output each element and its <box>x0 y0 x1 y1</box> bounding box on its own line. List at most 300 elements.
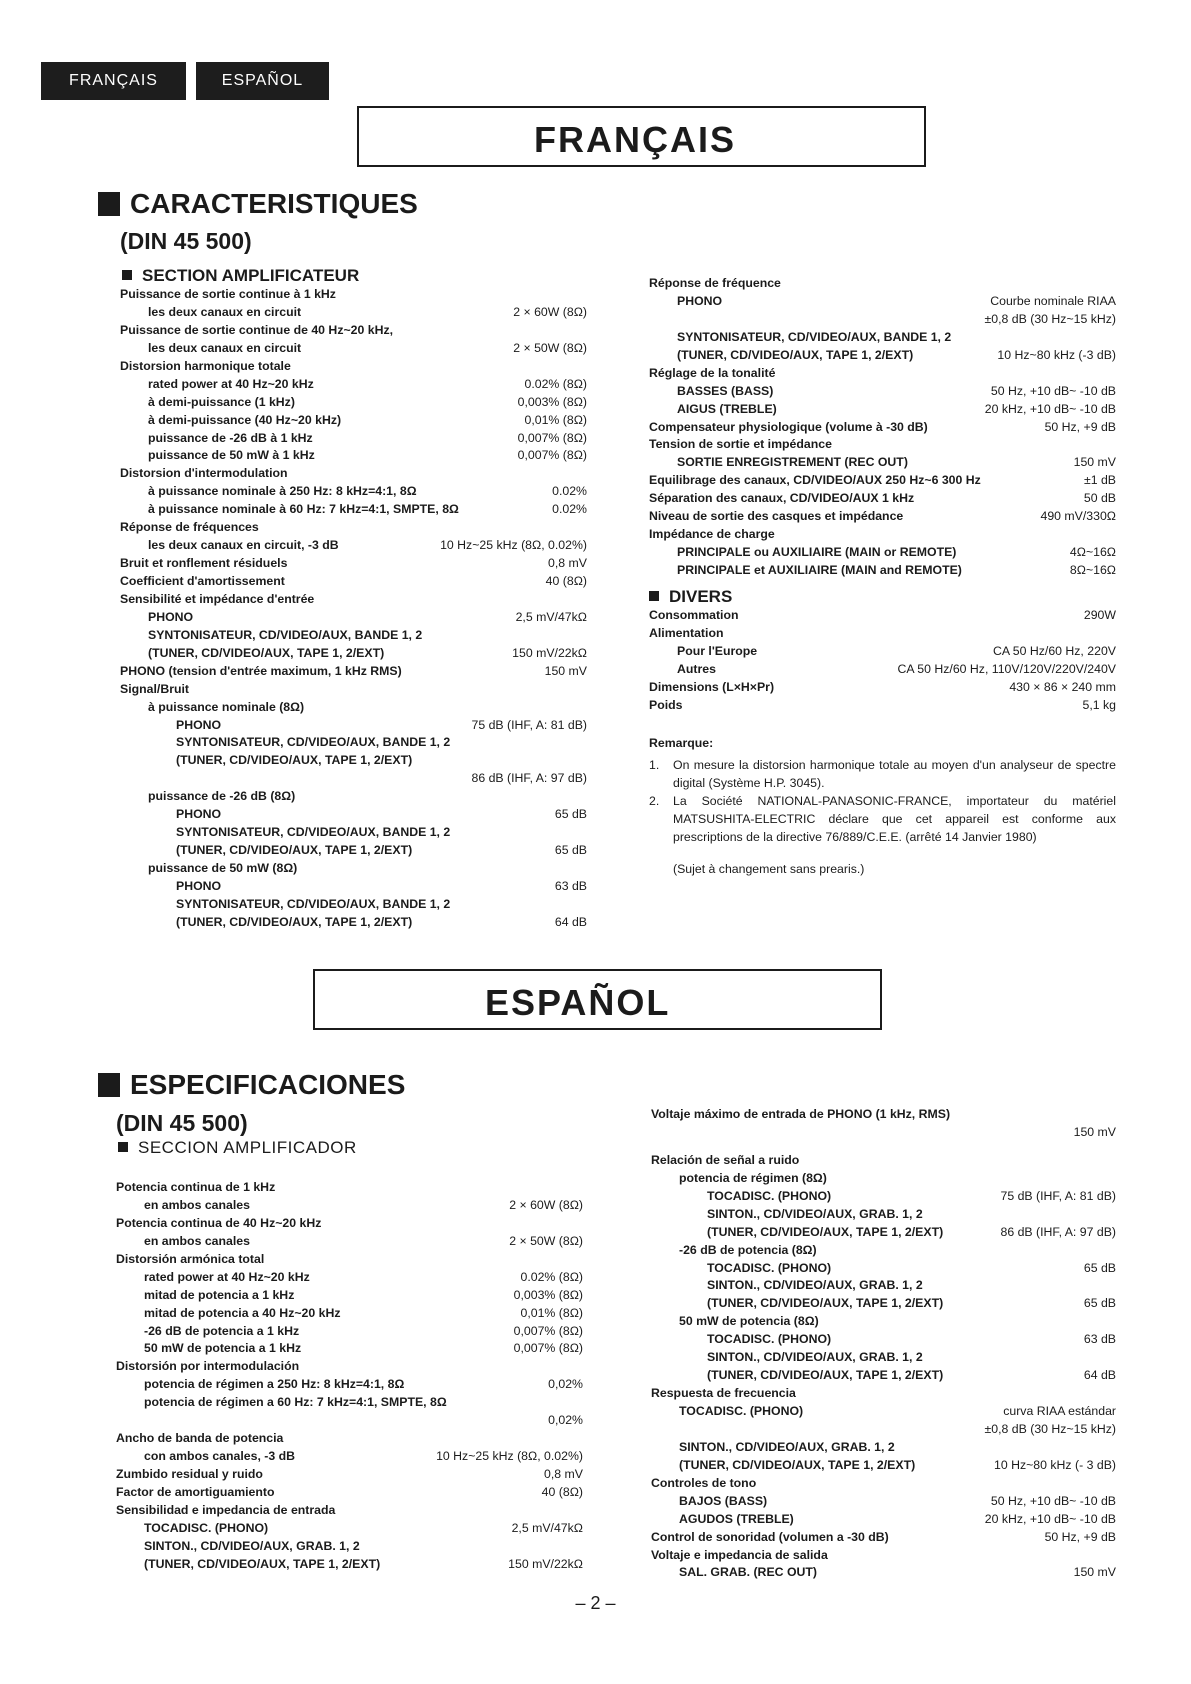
spec-label: Poids <box>649 697 683 712</box>
spec-label: (TUNER, CD/VIDEO/AUX, TAPE 1, 2/EXT) <box>677 347 914 362</box>
spec-row <box>116 1430 583 1448</box>
divers-heading <box>649 587 732 607</box>
spec-value: 50 Hz, +9 dB <box>1044 1529 1116 1544</box>
spec-row <box>651 1170 1116 1188</box>
spec-row <box>649 454 1116 472</box>
spec-label: Autres <box>677 661 716 676</box>
spec-row <box>120 645 587 663</box>
francais-title-box <box>357 106 926 167</box>
spec-row <box>120 358 587 376</box>
spec-label: Controles de tono <box>651 1475 757 1490</box>
spec-value: 2 × 50W (8Ω) <box>509 1233 583 1248</box>
spec-value: 50 Hz, +10 dB~ -10 dB <box>990 1493 1116 1508</box>
spec-row <box>120 717 587 735</box>
spec-row <box>116 1394 583 1412</box>
spec-value: 63 dB <box>554 878 587 893</box>
spec-row <box>120 286 587 304</box>
spec-label: Impédance de charge <box>649 527 775 542</box>
spec-value: 150 mV <box>544 663 587 678</box>
spec-label: les deux canaux en circuit <box>148 340 302 355</box>
spec-row <box>649 293 1116 311</box>
es-amp-heading <box>118 1138 357 1158</box>
spec-row <box>651 1564 1116 1582</box>
spec-row <box>651 1421 1116 1439</box>
spec-row <box>116 1376 583 1394</box>
spec-label: Distorsion harmonique totale <box>120 358 291 373</box>
spec-row <box>649 697 1116 715</box>
spec-row <box>120 752 587 770</box>
spec-value: 10 Hz~80 kHz (-3 dB) <box>997 347 1116 362</box>
spec-row <box>649 383 1116 401</box>
spec-row <box>651 1295 1116 1313</box>
espanol-title-box <box>313 969 882 1030</box>
spec-row <box>120 842 587 860</box>
spec-label: Consommation <box>649 608 739 622</box>
spec-label: SYNTONISATEUR, CD/VIDEO/AUX, BANDE 1, 2 <box>677 329 952 344</box>
spec-value: 64 dB <box>554 914 587 929</box>
spec-row <box>120 412 587 430</box>
spec-value: 64 dB <box>1083 1368 1116 1383</box>
spec-label: TOCADISC. (PHONO) <box>707 1332 832 1347</box>
spec-label: (TUNER, CD/VIDEO/AUX, TAPE 1, 2/EXT) <box>176 843 413 858</box>
spec-value: 86 dB (IHF, A: 97 dB) <box>1000 1224 1116 1239</box>
spec-row <box>116 1466 583 1484</box>
spec-label: Sensibilidad e impedancia de entrada <box>116 1502 336 1517</box>
es-din-heading: (DIN 45 500) <box>116 1110 248 1136</box>
spec-value: 150 mV <box>1073 1565 1116 1580</box>
spec-row <box>651 1511 1116 1529</box>
square-bullet-icon <box>118 1142 128 1152</box>
spec-row <box>116 1305 583 1323</box>
caracteristiques-heading <box>98 188 418 220</box>
spec-label: Relación de señal a ruido <box>651 1152 800 1167</box>
spec-value: 2 × 60W (8Ω) <box>509 1197 583 1212</box>
spec-value: 0.02% (8Ω) <box>524 376 587 391</box>
spec-label: Bruit et ronflement résiduels <box>120 556 288 571</box>
spec-row <box>649 679 1116 697</box>
spec-label: Potencia continua de 1 kHz <box>116 1180 276 1194</box>
spec-row <box>116 1520 583 1538</box>
page-number: – 2 – <box>575 1593 616 1613</box>
remark-2 <box>649 792 1116 846</box>
spec-label: mitad de potencia a 40 Hz~20 kHz <box>144 1305 341 1320</box>
spec-label: potencia de régimen a 250 Hz: 8 kHz=4:1, 8Ω <box>144 1377 405 1392</box>
spec-label: SAL. GRAB. (REC OUT) <box>679 1565 817 1580</box>
spec-value: 290W <box>1083 608 1116 622</box>
spec-row <box>120 537 587 555</box>
spec-row <box>116 1340 583 1358</box>
spec-row <box>649 544 1116 562</box>
spec-row <box>120 322 587 340</box>
spec-value: 0,007% (8Ω) <box>517 448 587 463</box>
spec-value: 2,5 mV/47kΩ <box>515 609 587 624</box>
spec-label: -26 dB de potencia (8Ω) <box>679 1242 817 1257</box>
spec-row <box>649 365 1116 383</box>
remark-1 <box>649 756 1116 792</box>
spec-label: SORTIE ENREGISTREMENT (REC OUT) <box>677 455 908 470</box>
spec-row <box>651 1547 1116 1565</box>
spec-label: TOCADISC. (PHONO) <box>707 1260 832 1275</box>
spec-row <box>649 643 1116 661</box>
spec-value: 0,8 mV <box>548 556 587 571</box>
spec-label: en ambos canales <box>144 1233 250 1248</box>
remark-1-text: On mesure la distorsion harmonique totale au moyen d'un analyseur de spectre digital (Système H.P. 3045). <box>673 758 1116 790</box>
spec-row <box>116 1251 583 1269</box>
spec-label: potencia de régimen (8Ω) <box>679 1170 827 1185</box>
spec-label: AIGUS (TREBLE) <box>677 401 777 416</box>
spec-row <box>651 1529 1116 1547</box>
spec-label: Niveau de sortie des casques et impédance <box>649 509 904 524</box>
spec-row <box>651 1439 1116 1457</box>
tab-francais[interactable]: FRANÇAIS <box>41 62 186 100</box>
spec-row <box>120 681 587 699</box>
spec-value: 65 dB <box>1083 1296 1116 1311</box>
spec-value: CA 50 Hz/60 Hz, 220V <box>992 643 1116 658</box>
spec-value: 0,007% (8Ω) <box>513 1323 583 1338</box>
spec-value: 0,01% (8Ω) <box>520 1305 583 1320</box>
spec-row <box>649 661 1116 679</box>
spec-label: Factor de amortiguamiento <box>116 1484 275 1499</box>
spec-label: TOCADISC. (PHONO) <box>144 1520 269 1535</box>
spec-row <box>120 555 587 573</box>
spec-row <box>651 1493 1116 1511</box>
spec-row <box>120 394 587 412</box>
spec-label: à demi-puissance (40 Hz~20 kHz) <box>148 412 342 427</box>
spec-value: 65 dB <box>1083 1260 1116 1275</box>
spec-label: PHONO <box>677 293 723 308</box>
spec-row <box>651 1224 1116 1242</box>
spec-row <box>651 1349 1116 1367</box>
spec-label: Potencia continua de 40 Hz~20 kHz <box>116 1215 322 1230</box>
spec-row <box>120 465 587 483</box>
spec-label: à puissance nominale à 60 Hz: 7 kHz=4:1, SMPTE, 8Ω <box>148 502 459 517</box>
spec-value: 75 dB (IHF, A: 81 dB) <box>1000 1188 1116 1203</box>
spec-row <box>651 1331 1116 1349</box>
spec-label: puissance de -26 dB (8Ω) <box>148 789 296 804</box>
spec-value: 75 dB (IHF, A: 81 dB) <box>471 717 587 732</box>
spec-label: con ambos canales, -3 dB <box>144 1449 296 1464</box>
spec-row <box>651 1242 1116 1260</box>
spec-label: SINTON., CD/VIDEO/AUX, GRAB. 1, 2 <box>707 1350 923 1365</box>
spec-row <box>651 1152 1116 1170</box>
fr-remarks <box>649 734 1116 878</box>
spec-value: 10 Hz~25 kHz (8Ω, 0.02%) <box>436 1449 583 1464</box>
spec-row <box>120 304 587 322</box>
spec-row <box>651 1277 1116 1295</box>
spec-value: 2,5 mV/47kΩ <box>511 1520 583 1535</box>
spec-label: Voltaje e impedancia de salida <box>651 1547 828 1562</box>
spec-row <box>120 483 587 501</box>
spec-label: Voltaje máximo de entrada de PHONO (1 kHz, RMS) <box>651 1107 951 1121</box>
spec-label: SYNTONISATEUR, CD/VIDEO/AUX, BANDE 1, 2 <box>176 735 451 750</box>
spec-label: Compensateur physiologique (volume à -30 dB) <box>649 419 928 434</box>
spec-value: 50 dB <box>1083 491 1116 506</box>
spec-row <box>651 1313 1116 1331</box>
spec-label: SYNTONISATEUR, CD/VIDEO/AUX, BANDE 1, 2 <box>176 896 451 911</box>
spec-row <box>651 1260 1116 1278</box>
spec-label: SINTON., CD/VIDEO/AUX, GRAB. 1, 2 <box>144 1538 360 1553</box>
spec-label: Tension de sortie et impédance <box>649 437 832 452</box>
remark-2-number: 2. <box>649 794 660 808</box>
spec-label: Distorsión armónica total <box>116 1251 265 1266</box>
spec-value: 0.02% <box>552 502 587 517</box>
especificaciones-heading <box>98 1069 405 1101</box>
es-spec-left <box>116 1179 583 1574</box>
spec-label: Equilibrage des canaux, CD/VIDEO/AUX 250 Hz~6 300 Hz <box>649 473 981 488</box>
spec-label: SINTON., CD/VIDEO/AUX, GRAB. 1, 2 <box>707 1278 923 1293</box>
spec-row <box>649 401 1116 419</box>
spec-label: Coefficient d'amortissement <box>120 574 285 588</box>
spec-row <box>651 1367 1116 1385</box>
spec-label: PRINCIPALE ou AUXILIAIRE (MAIN or REMOTE) <box>677 545 957 560</box>
spec-value: 20 kHz, +10 dB~ -10 dB <box>984 1511 1116 1526</box>
spec-row <box>120 770 587 788</box>
spec-label: PHONO <box>176 807 222 822</box>
square-bullet-icon <box>98 192 120 216</box>
spec-row <box>116 1502 583 1520</box>
spec-value: 0,02% <box>548 1413 583 1428</box>
spec-row <box>116 1448 583 1466</box>
spec-value: 20 kHz, +10 dB~ -10 dB <box>984 401 1116 416</box>
spec-row <box>651 1142 1116 1152</box>
spec-value: 0.02% (8Ω) <box>520 1269 583 1284</box>
spec-row <box>649 347 1116 365</box>
spec-row <box>120 376 587 394</box>
spec-value: 0,007% (8Ω) <box>513 1341 583 1356</box>
spec-label: Alimentation <box>649 625 724 640</box>
spec-row <box>116 1197 583 1215</box>
spec-value: 63 dB <box>1083 1332 1116 1347</box>
spec-label: puissance de -26 dB à 1 kHz <box>148 430 313 445</box>
spec-row <box>120 430 587 448</box>
spec-value: Courbe nominale RIAA <box>990 293 1116 308</box>
spec-row <box>651 1403 1116 1421</box>
tab-espanol[interactable]: ESPAÑOL <box>196 62 329 100</box>
spec-row <box>116 1538 583 1556</box>
spec-row <box>120 340 587 358</box>
spec-value: 0.02% <box>552 484 587 499</box>
spec-label: Réglage de la tonalité <box>649 365 776 380</box>
spec-value: 0,8 mV <box>544 1467 583 1481</box>
spec-value: 0,007% (8Ω) <box>517 430 587 445</box>
spec-label: 50 mW de potencia a 1 kHz <box>144 1341 302 1356</box>
spec-row <box>120 896 587 914</box>
especificaciones-heading-text: ESPECIFICACIONES <box>130 1069 406 1100</box>
spec-row <box>649 329 1116 347</box>
spec-row <box>651 1457 1116 1475</box>
spec-row <box>120 806 587 824</box>
spec-label: rated power at 40 Hz~20 kHz <box>144 1269 310 1284</box>
spec-value: ±1 dB <box>1083 473 1116 488</box>
spec-row <box>651 1206 1116 1224</box>
spec-value: 0,003% (8Ω) <box>513 1287 583 1302</box>
spec-label: à puissance nominale à 250 Hz: 8 kHz=4:1, 8Ω <box>148 484 417 499</box>
spec-row <box>120 609 587 627</box>
spec-label: Control de sonoridad (volumen a -30 dB) <box>651 1529 889 1544</box>
spec-label: (TUNER, CD/VIDEO/AUX, TAPE 1, 2/EXT) <box>176 753 413 768</box>
spec-row <box>120 627 587 645</box>
spec-label: SYNTONISATEUR, CD/VIDEO/AUX, BANDE 1, 2 <box>148 627 423 642</box>
spec-row <box>116 1484 583 1502</box>
spec-value: 150 mV/22kΩ <box>508 1556 583 1571</box>
square-bullet-icon <box>649 591 659 601</box>
spec-value: 490 mV/330Ω <box>1040 509 1116 524</box>
spec-row <box>120 501 587 519</box>
spec-label: Zumbido residual y ruido <box>116 1467 263 1481</box>
spec-label: rated power at 40 Hz~20 kHz <box>148 376 314 391</box>
spec-label: -26 dB de potencia a 1 kHz <box>144 1323 300 1338</box>
spec-row <box>116 1412 583 1430</box>
spec-label: puissance de 50 mW à 1 kHz <box>148 448 315 463</box>
fr-spec-right <box>649 275 1116 580</box>
spec-value: 65 dB <box>554 807 587 822</box>
spec-row <box>120 788 587 806</box>
spec-value: 50 Hz, +9 dB <box>1044 419 1116 434</box>
spec-value: 0,003% (8Ω) <box>517 394 587 409</box>
spec-row <box>116 1358 583 1376</box>
spec-label: Pour l'Europe <box>677 643 758 658</box>
spec-label: PRINCIPALE et AUXILIAIRE (MAIN and REMOTE) <box>677 563 962 577</box>
spec-value: 0,02% <box>548 1377 583 1392</box>
spec-row <box>116 1215 583 1233</box>
spec-value: 50 Hz, +10 dB~ -10 dB <box>990 383 1116 398</box>
spec-row <box>649 311 1116 329</box>
fr-din-heading: (DIN 45 500) <box>120 228 252 254</box>
spec-value: 5,1 kg <box>1082 697 1116 712</box>
spec-value: 8Ω~16Ω <box>1069 563 1116 577</box>
spec-value: CA 50 Hz/60 Hz, 110V/120V/220V/240V <box>897 661 1116 676</box>
spec-label: TOCADISC. (PHONO) <box>679 1404 804 1418</box>
spec-row <box>649 436 1116 454</box>
es-amp-heading-text: SECCION AMPLIFICADOR <box>138 1138 357 1157</box>
spec-row <box>649 607 1116 625</box>
fr-amp-heading <box>122 266 359 286</box>
spec-value: ±0,8 dB (30 Hz~15 kHz) <box>984 1421 1116 1436</box>
spec-value: 4Ω~16Ω <box>1069 545 1116 560</box>
spec-label: Puissance de sortie continue à 1 kHz <box>120 287 336 301</box>
spec-value: 40 (8Ω) <box>545 574 587 588</box>
spec-row <box>120 734 587 752</box>
spec-label: Signal/Bruit <box>120 681 190 696</box>
spec-row <box>116 1323 583 1341</box>
spec-label: SYNTONISATEUR, CD/VIDEO/AUX, BANDE 1, 2 <box>176 825 451 840</box>
spec-row <box>120 591 587 609</box>
spec-label: 50 mW de potencia (8Ω) <box>679 1314 819 1329</box>
fr-spec-left <box>120 286 587 932</box>
spec-label: TOCADISC. (PHONO) <box>707 1188 832 1203</box>
spec-row <box>120 699 587 717</box>
spec-row <box>649 490 1116 508</box>
spec-row <box>649 472 1116 490</box>
spec-row <box>116 1287 583 1305</box>
espanol-title: ESPAÑOL <box>485 982 671 1023</box>
spec-row <box>651 1385 1116 1403</box>
spec-label: Distorsion d'intermodulation <box>120 466 288 481</box>
spec-row <box>649 526 1116 544</box>
spec-row <box>120 573 587 591</box>
spec-label: Puissance de sortie continue de 40 Hz~20 kHz, <box>120 322 394 337</box>
spec-label: Ancho de banda de potencia <box>116 1431 284 1446</box>
spec-row <box>116 1233 583 1251</box>
spec-row <box>651 1188 1116 1206</box>
spec-label: Respuesta de frecuencia <box>651 1386 796 1401</box>
spec-label: (TUNER, CD/VIDEO/AUX, TAPE 1, 2/EXT) <box>707 1224 944 1239</box>
spec-label: Réponse de fréquence <box>649 276 781 290</box>
fr-amp-heading-text: SECTION AMPLIFICATEUR <box>142 266 360 285</box>
francais-title: FRANÇAIS <box>534 119 736 160</box>
remark-label: Remarque: <box>649 736 714 750</box>
spec-row <box>649 562 1116 580</box>
spec-label: à puissance nominale (8Ω) <box>148 699 305 714</box>
spec-label: (TUNER, CD/VIDEO/AUX, TAPE 1, 2/EXT) <box>144 1556 381 1571</box>
spec-label: SINTON., CD/VIDEO/AUX, GRAB. 1, 2 <box>679 1439 895 1454</box>
spec-value: 150 mV <box>1073 455 1116 470</box>
spec-label: mitad de potencia a 1 kHz <box>144 1287 295 1302</box>
spec-row <box>651 1475 1116 1493</box>
spec-label: Dimensions (L×H×Pr) <box>649 679 775 694</box>
remark-2-text: La Société NATIONAL-PANASONIC-FRANCE, importateur du matériel MATSUSHITA-ELECTRIC déclare que cet appareil est conforme aux prescriptions de la directive 76/889/C.E.E. (arrêté 14 Janvier 1980) <box>673 794 1116 844</box>
spec-label: PHONO <box>176 878 222 893</box>
spec-value: curva RIAA estándar <box>1003 1404 1116 1418</box>
spec-label: Sensibilité et impédance d'entrée <box>120 591 315 606</box>
spec-value: 2 × 50W (8Ω) <box>513 340 587 355</box>
spec-label: (TUNER, CD/VIDEO/AUX, TAPE 1, 2/EXT) <box>148 645 385 660</box>
square-bullet-icon <box>98 1073 120 1097</box>
spec-row <box>649 508 1116 526</box>
es-spec-right <box>651 1106 1116 1582</box>
spec-row <box>649 625 1116 643</box>
spec-row <box>651 1124 1116 1142</box>
spec-label: (TUNER, CD/VIDEO/AUX, TAPE 1, 2/EXT) <box>176 914 413 929</box>
spec-label: PHONO <box>148 609 194 624</box>
spec-label: (TUNER, CD/VIDEO/AUX, TAPE 1, 2/EXT) <box>707 1368 944 1383</box>
spec-value: 10 Hz~80 kHz (- 3 dB) <box>994 1457 1116 1472</box>
remark-1-number: 1. <box>649 758 660 772</box>
spec-row <box>120 878 587 896</box>
spec-label: BAJOS (BASS) <box>679 1493 768 1508</box>
spec-row <box>120 447 587 465</box>
spec-label: les deux canaux en circuit, -3 dB <box>148 538 339 553</box>
spec-label: à demi-puissance (1 kHz) <box>148 394 295 409</box>
spec-label: Séparation des canaux, CD/VIDEO/AUX 1 kHz <box>649 491 915 506</box>
spec-label: les deux canaux en circuit <box>148 304 302 319</box>
spec-label: AGUDOS (TREBLE) <box>679 1511 794 1526</box>
spec-label: PHONO <box>176 717 222 732</box>
spec-label: BASSES (BASS) <box>677 383 774 398</box>
spec-row <box>651 1106 1116 1124</box>
spec-value: 65 dB <box>554 843 587 858</box>
spec-value: 86 dB (IHF, A: 97 dB) <box>471 771 587 786</box>
spec-value: ±0,8 dB (30 Hz~15 kHz) <box>984 311 1116 326</box>
spec-label: SINTON., CD/VIDEO/AUX, GRAB. 1, 2 <box>707 1206 923 1221</box>
spec-label: PHONO (tension d'entrée maximum, 1 kHz RMS) <box>120 663 402 678</box>
spec-row <box>120 914 587 932</box>
spec-row <box>120 860 587 878</box>
spec-value: 430 × 86 × 240 mm <box>1009 679 1116 694</box>
spec-value: 40 (8Ω) <box>541 1484 583 1499</box>
spec-value: 150 mV/22kΩ <box>512 645 587 660</box>
spec-row <box>649 275 1116 293</box>
spec-label: (TUNER, CD/VIDEO/AUX, TAPE 1, 2/EXT) <box>679 1457 916 1472</box>
divers-heading-text: DIVERS <box>669 587 733 606</box>
spec-label: puissance de 50 mW (8Ω) <box>148 861 298 875</box>
spec-label: Réponse de fréquences <box>120 520 259 535</box>
spec-row <box>120 519 587 537</box>
spec-row <box>649 419 1116 437</box>
spec-label: Distorsión por intermodulación <box>116 1359 300 1374</box>
spec-row <box>120 824 587 842</box>
fr-divers-list <box>649 607 1116 715</box>
